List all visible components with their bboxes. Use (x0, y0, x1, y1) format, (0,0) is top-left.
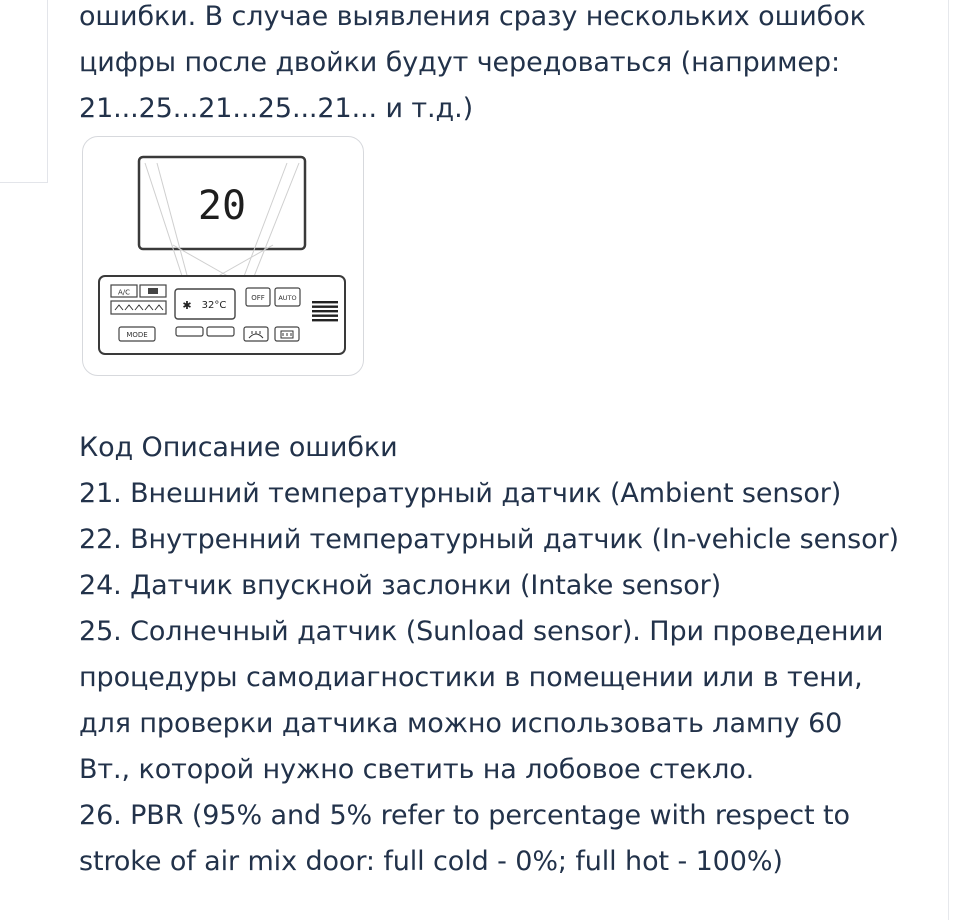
code-line: 22. Внутренний температурный датчик (In-vehicle sensor) (79, 524, 899, 555)
code-line: 21. Внешний температурный датчик (Ambient sensor) (79, 478, 842, 509)
code-line: 25. Солнечный датчик (Sunload sensor). При проведении (79, 616, 884, 647)
display-code: 20 (197, 183, 247, 229)
code-line: для проверки датчика можно использовать лампу 60 (79, 708, 843, 739)
climate-control-panel-illustration (82, 136, 364, 376)
off-button-label: OFF (251, 294, 265, 302)
temp-down-button (176, 327, 203, 336)
code-line: 26. PBR (95% and 5% refer to percentage with respect to (79, 800, 850, 831)
ac-button-label: A/C (117, 288, 131, 297)
code-line: Вт., которой нужно светить на лобовое стекло. (79, 754, 755, 785)
left-margin-rule (0, 0, 48, 183)
codes-header: Код Описание ошибки (79, 432, 398, 463)
mode-button-label: MODE (126, 331, 148, 339)
code-line: stroke of air mix door: full cold - 0%; full hot - 100%) (79, 846, 783, 877)
code-line: процедуры самодиагностики в помещении или в тени, (79, 662, 863, 693)
intro-line: 21...25...21...25...21... и т.д.) (79, 93, 474, 124)
intro-paragraph (79, 0, 939, 132)
temperature-readout: 32°C (201, 300, 227, 311)
code-line: 24. Датчик впускной заслонки (Intake sensor) (79, 570, 722, 601)
auto-button-label: AUTO (278, 294, 297, 302)
intro-line: ошибки. В случае выявления сразу нескольких ошибок (79, 1, 866, 32)
recirculation-icon (148, 288, 158, 294)
intro-line: цифры после двойки будут чередоваться (например: (79, 47, 840, 78)
panel-drawing (83, 137, 363, 375)
temp-up-button (207, 327, 234, 336)
airflow-mode-strip (111, 301, 166, 314)
error-codes-list (79, 425, 949, 885)
fan-icon: ✱ (182, 299, 192, 312)
